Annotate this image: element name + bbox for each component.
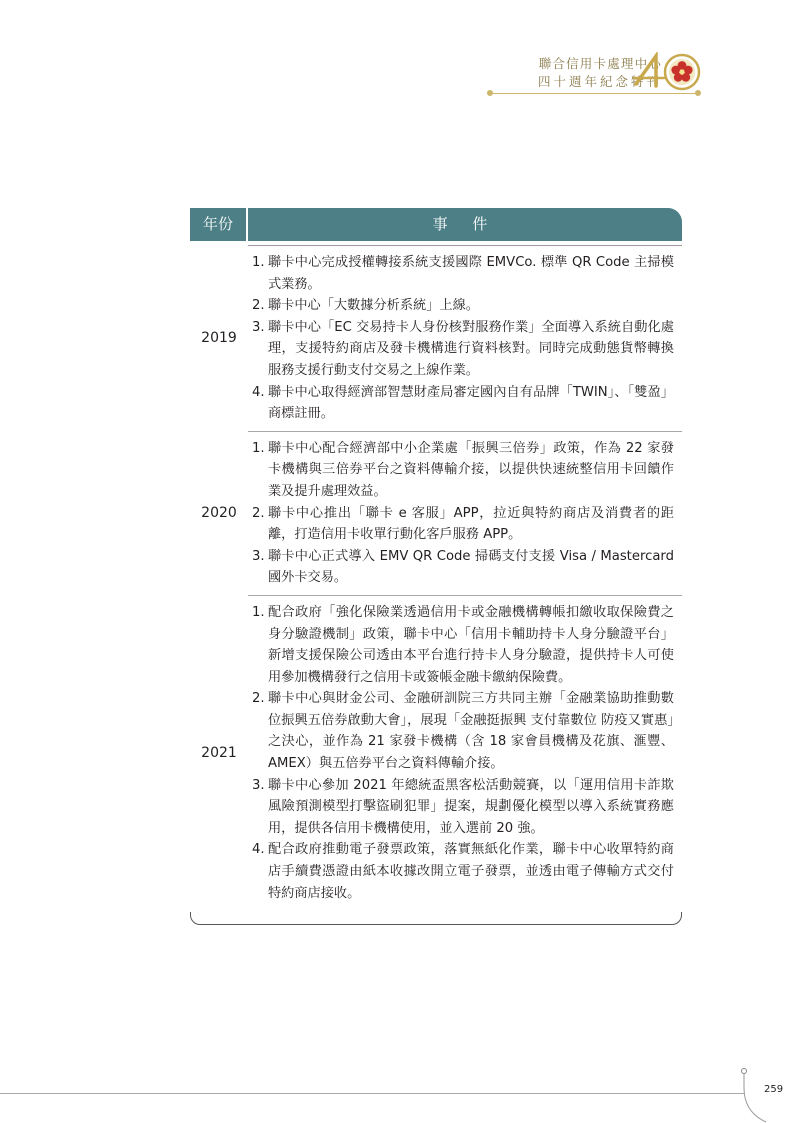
event-number: 4. (252, 842, 265, 858)
anniversary-logo-icon (630, 52, 704, 94)
event-text: 聯卡中心與財金公司、金融研訓院三方共同主辦「金融業協助推動數位振興五倍券啟動大會」，展現「金融挺振興 支付靠數位 防疫又實惠」之決心，並作為 21 家發卡機構（含 18 家會員機構及花旗、滙豐、AMEX）與五倍券平台之資料傳輸介接。 (268, 691, 674, 772)
column-header-year: 年份 (202, 215, 233, 233)
header-rule-dot-left (487, 90, 493, 96)
event-item (252, 688, 674, 774)
event-item (252, 252, 674, 295)
event-number: 3. (252, 319, 265, 335)
table-bottom-border (190, 912, 682, 925)
publisher-name: 聯合信用卡處理中心 (538, 56, 662, 71)
table-header (190, 208, 682, 241)
event-number: 1. (252, 255, 265, 270)
event-number: 1. (252, 440, 265, 456)
event-text: 聯卡中心完成授權轉接系統支援國際 EMVCo. 標準 QR Code 主掃模式業務。 (268, 255, 674, 292)
row-year: 2020 (201, 505, 237, 522)
event-text: 聯卡中心配合經濟部中小企業處「振興三倍券」政策，作為 22 家發卡機構與三倍券平台之資料傳輸介接，以提供快速統整信用卡回饋作業及提升處理效益。 (268, 440, 674, 499)
milestone-table (190, 208, 682, 925)
header-rule-dot-right (695, 90, 701, 96)
publication-title: 四十週年紀念特刊 (537, 74, 662, 89)
event-text: 聯卡中心取得經濟部智慧財產局審定國內自有品牌「TWIN」、「雙盈」商標註冊。 (268, 384, 674, 422)
event-item (252, 317, 674, 382)
event-number: 3. (252, 548, 265, 564)
event-item (252, 382, 674, 425)
header-rule (490, 93, 696, 94)
event-number: 1. (252, 604, 265, 620)
publication-header (0, 50, 794, 100)
event-item (252, 438, 674, 503)
event-text: 配合政府推動電子發票政策，落實無紙化作業，聯卡中心收單特約商店手續費憑證由紙本收據改開立電子發票，並透由電子傳輸方式交付特約商店接收。 (268, 842, 674, 901)
event-item (252, 546, 674, 589)
event-number: 2. (252, 691, 265, 707)
event-item (252, 839, 674, 904)
event-number: 2. (252, 298, 265, 314)
event-number: 3. (252, 777, 265, 793)
event-item (252, 775, 674, 840)
page-number: 259 (764, 1084, 784, 1095)
event-text: 聯卡中心「大數據分析系統」上線。 (268, 298, 479, 314)
event-item (252, 602, 674, 688)
column-header-event: 事 件 (432, 215, 498, 233)
event-number: 2. (252, 505, 265, 521)
row-events (248, 246, 682, 431)
event-item (252, 295, 674, 317)
footer-rule (0, 1093, 745, 1094)
event-text: 配合政府「強化保險業透過信用卡或金融機構轉帳扣繳收取保險費之身分驗證機制」政策，聯卡中心「信用卡輔助持卡人身分驗證平台」新增支援保險公司透由本平台進行持卡人身分驗證，提供持卡人可使用參加機構發行之信用卡或簽帳金融卡繳納保險費。 (268, 604, 674, 685)
event-text: 聯卡中心推出「聯卡 e 客服」APP，拉近與特約商店及消費者的距離，打造信用卡收單行動化客戶服務 APP。 (268, 505, 674, 543)
event-text: 聯卡中心「EC 交易持卡人身份核對服務作業」全面導入系統自動化處理，支援特約商店及發卡機構進行資料核對。同時完成動態貨幣轉換服務支援行動支付交易之上線作業。 (268, 319, 674, 378)
row-year: 2019 (201, 330, 237, 347)
table-row (190, 432, 682, 595)
event-text: 聯卡中心正式導入 EMV QR Code 掃碼支付支援 Visa / Mastercard 國外卡交易。 (268, 548, 674, 586)
table-row (190, 596, 682, 910)
table-row (190, 246, 682, 431)
row-year: 2021 (201, 745, 237, 762)
row-events (248, 596, 682, 910)
event-item (252, 503, 674, 546)
event-text: 聯卡中心參加 2021 年總統盃黑客松活動競賽，以「運用信用卡詐欺風險預測模型打擊盜刷犯罪」提案，規劃優化模型以導入系統實務應用，提供各信用卡機構使用，並入選前 20 強。 (268, 777, 674, 836)
row-events (248, 432, 682, 595)
event-number: 4. (252, 384, 265, 400)
